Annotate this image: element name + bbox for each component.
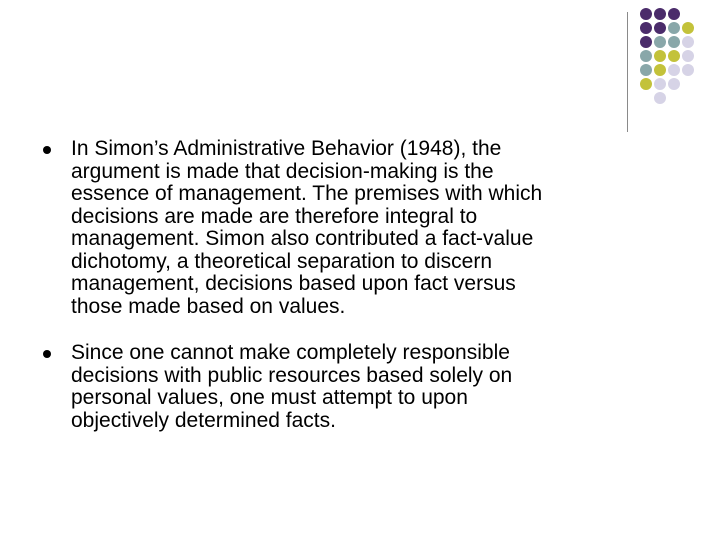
bullet-dot-icon	[43, 350, 51, 358]
decorative-dot	[682, 22, 694, 34]
decorative-dot	[654, 8, 666, 20]
decorative-dot	[682, 36, 694, 48]
bullet-item	[43, 342, 683, 432]
decorative-dot	[640, 78, 652, 90]
decorative-dot	[668, 8, 680, 20]
decorative-dot	[654, 78, 666, 90]
bullet-text: In Simon’s Administrative Behavior (1948), the argument is made that decision-making is the essence of management. The premises with which decisions are made are therefore integral to management. Simon also contributed a fact-value dichotomy, a theoretical separation to discern management, decisions based upon fact versus those made based on values.	[71, 137, 543, 318]
decorative-dot	[654, 50, 666, 62]
decorative-dot	[640, 22, 652, 34]
decorative-dot-grid	[640, 8, 720, 118]
decorative-dot	[668, 22, 680, 34]
decorative-dot	[654, 92, 666, 104]
decorative-dot	[668, 78, 680, 90]
decorative-dot	[668, 50, 680, 62]
decorative-dot	[654, 22, 666, 34]
decorative-dot	[654, 64, 666, 76]
decorative-dot	[682, 64, 694, 76]
decorative-dot	[640, 8, 652, 20]
decorative-dot	[640, 50, 652, 62]
decorative-dot	[668, 64, 680, 76]
bullet-text: Since one cannot make completely responsible decisions with public resources based solely on personal values, one must attempt to upon objectively determined facts.	[71, 341, 513, 432]
bullet-list	[43, 138, 683, 456]
decorative-dot	[668, 36, 680, 48]
decorative-dot	[640, 64, 652, 76]
bullet-dot-icon	[43, 146, 51, 154]
decorative-divider-line	[627, 12, 628, 132]
decorative-dot	[682, 50, 694, 62]
bullet-item	[43, 138, 683, 318]
decorative-dot	[640, 36, 652, 48]
decorative-dot	[654, 36, 666, 48]
